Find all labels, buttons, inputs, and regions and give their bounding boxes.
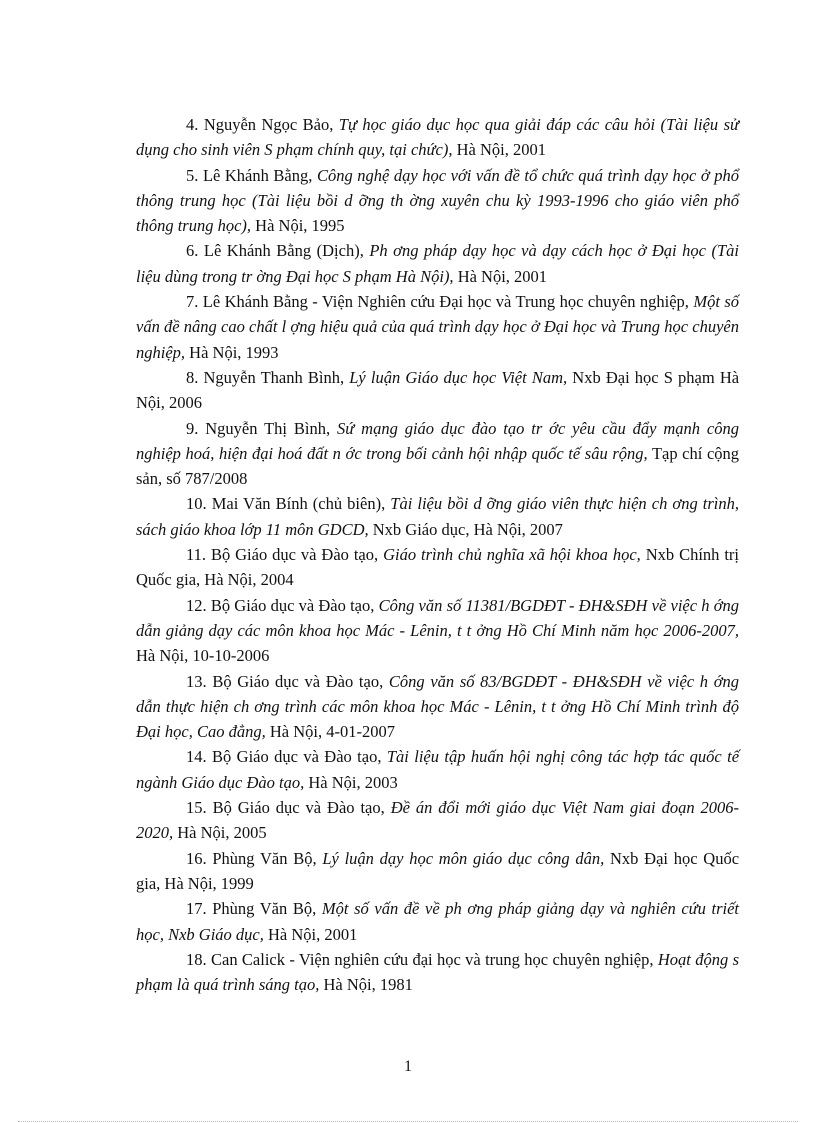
ref-publication: Hà Nội, 2005 (177, 823, 267, 843)
ref-title: Tài liệu bồi d ỡng giáo viên thực hiện ch ơng trình, sách giáo khoa lớp 11 môn GDCD, (136, 494, 739, 539)
ref-number: 7. (186, 292, 199, 312)
reference-item (136, 846, 739, 897)
ref-title: Sứ mạng giáo dục đào tạo tr ớc yêu cầu đẩy mạnh công nghiệp hoá, hiện đại hoá đất n ớc trong bối cảnh hội nhập quốc tế sâu rộng, (136, 418, 740, 463)
page-number: 1 (404, 1058, 412, 1075)
ref-number: 9. (186, 418, 199, 438)
ref-title: Giáo trình chủ nghĩa xã hội khoa học, (383, 545, 641, 565)
ref-publication: Tạp chí cộng sản, số 787/2008 (136, 443, 740, 489)
reference-item (136, 947, 739, 998)
ref-number: 15. (186, 798, 207, 818)
ref-number: 17. (186, 899, 207, 919)
ref-title: Công văn số 83/BGDĐT - ĐH&SĐH về việc h ớng dẫn thực hiện ch ơng trình các môn khoa học Mác - Lênin, t t ởng Hồ Chí Minh trình độ Đại học, Cao đẳng, (136, 671, 740, 742)
ref-number: 13. (186, 671, 207, 691)
ref-author: Nguyễn Ngọc Bảo, (203, 115, 334, 134)
ref-publication: Nxb Đại học S phạm Hà Nội, 2006 (136, 367, 740, 413)
ref-publication: Hà Nội, 1993 (189, 342, 279, 362)
ref-author: Bộ Giáo dục và Đào tạo, (212, 671, 384, 691)
reference-list (136, 112, 739, 997)
ref-author: Lê Khánh Bằng, (202, 165, 313, 185)
ref-author: Phùng Văn Bộ, (212, 899, 317, 919)
reference-item (136, 491, 739, 542)
ref-title: Hoạt động s phạm là quá trình sáng tạo, (136, 949, 740, 995)
ref-publication: Hà Nội, 10-10-2006 (136, 646, 270, 666)
reference-item (136, 289, 739, 365)
ref-number: 16. (186, 848, 207, 868)
ref-number: 14. (186, 747, 207, 767)
ref-author: Lê Khánh Bằng - Viện Nghiên cứu Đại học và Trung học chuyên nghiệp, (202, 292, 689, 312)
ref-author: Nguyễn Thanh Bình, (203, 367, 345, 387)
ref-title: Công văn số 11381/BGDĐT - ĐH&SĐH về việc h ớng dẫn giảng dạy các môn khoa học Mác - Lênin, t t ởng Hồ Chí Minh năm học 2006-2007, (136, 595, 740, 640)
ref-publication: Nxb Giáo dục, Hà Nội, 2007 (372, 519, 563, 539)
ref-publication: Nxb Chính trị Quốc gia, Hà Nội, 2004 (136, 545, 740, 590)
ref-number: 11. (186, 545, 207, 565)
ref-title: Một số vấn đề về ph ơng pháp giảng dạy và nghiên cứu triết học, Nxb Giáo dục, (136, 899, 740, 944)
ref-author: Phùng Văn Bộ, (212, 848, 317, 868)
reference-item (136, 795, 739, 846)
ref-title: Đề án đổi mới giáo dục Việt Nam giai đoạn 2006-2020, (136, 798, 740, 843)
page-bottom-divider (18, 1121, 798, 1122)
ref-publication: Hà Nội, 2003 (308, 772, 398, 792)
reference-item (136, 238, 739, 289)
reference-item (136, 896, 739, 947)
ref-number: 18. (186, 949, 207, 969)
ref-publication: Hà Nội, 2001 (267, 924, 358, 944)
ref-number: 5. (186, 165, 199, 185)
reference-item (136, 416, 739, 492)
reference-item (136, 542, 739, 593)
ref-publication: Hà Nội, 1995 (255, 216, 345, 236)
reference-item (136, 163, 739, 239)
ref-title: Ph ơng pháp dạy học và dạy cách học ở Đại học (Tài liệu dùng trong tr ờng Đại học S phạm Hà Nội), (136, 241, 739, 286)
ref-number: 4. (186, 115, 199, 134)
ref-number: 6. (186, 241, 199, 261)
ref-title: Công nghệ dạy học với vấn đề tổ chức quá trình dạy học ở phổ thông trung học (Tài liệu bồi d ỡng th ờng xuyên chu kỳ 1993-1996 cho giáo viên phổ thông trung học), (136, 165, 740, 236)
ref-author: Bộ Giáo dục và Đào tạo, (212, 747, 382, 767)
ref-publication: Hà Nội, 4-01-2007 (269, 722, 395, 742)
ref-author: Mai Văn Bính (chủ biên), (211, 494, 386, 514)
reference-item (136, 365, 739, 416)
ref-title: Tài liệu tập huấn hội nghị công tác hợp tác quốc tế ngành Giáo dục Đào tạo, (136, 747, 740, 792)
ref-publication: Hà Nội, 2001 (456, 140, 546, 160)
ref-author: Lê Khánh Bằng (Dịch), (203, 241, 364, 261)
ref-publication: Hà Nội, 1981 (323, 975, 413, 995)
ref-number: 10. (186, 494, 207, 514)
ref-author: Bộ Giáo dục và Đào tạo, (212, 798, 385, 818)
ref-author: Bộ Giáo dục và Đào tạo, (210, 545, 379, 565)
reference-item (136, 744, 739, 795)
reference-item (136, 669, 739, 745)
ref-author: Bộ Giáo dục và Đào tạo, (210, 595, 375, 615)
reference-item (136, 593, 739, 669)
ref-publication: Nxb Đại học Quốc gia, Hà Nội, 1999 (136, 848, 740, 893)
ref-number: 8. (186, 367, 199, 387)
ref-title: Lý luận dạy học môn giáo dục công dân, (322, 848, 605, 868)
ref-title: Một số vấn đề nâng cao chất l ợng hiệu quả của quá trình dạy học ở Đại học và Trung học chuyên nghiệp, (136, 292, 740, 362)
ref-author: Nguyễn Thị Bình, (205, 418, 331, 438)
ref-author: Can Calick - Viện nghiên cứu đại học và trung học chuyên nghiệp, (210, 949, 654, 969)
ref-publication: Hà Nội, 2001 (457, 266, 548, 286)
ref-title: Lý luận Giáo dục học Việt Nam, (349, 367, 568, 387)
reference-item (136, 112, 739, 163)
ref-title: Tự học giáo dục học qua giải đáp các câu hỏi (Tài liệu sử dụng cho sinh viên S phạm chính quy, tại chức), (136, 115, 740, 160)
ref-number: 12. (186, 595, 207, 615)
